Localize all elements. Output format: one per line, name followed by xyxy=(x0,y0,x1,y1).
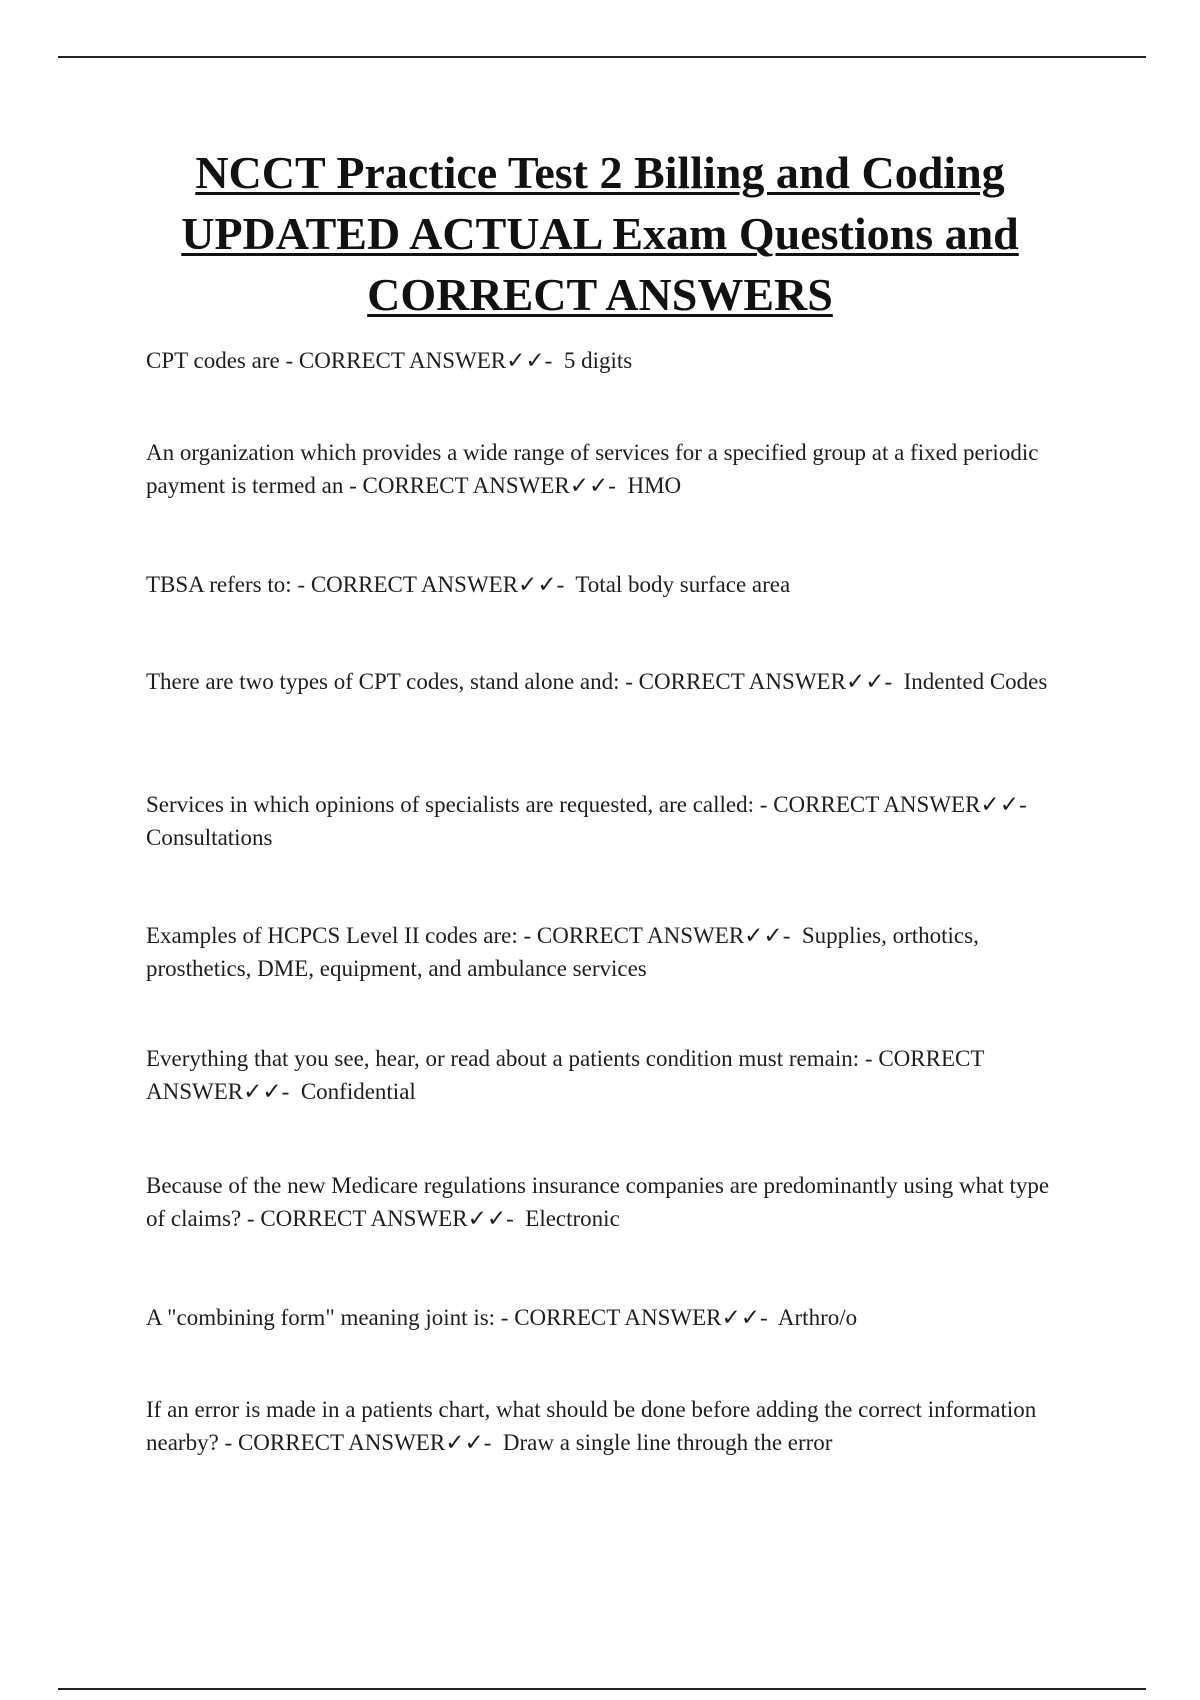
qa-item-9 xyxy=(146,1301,1066,1334)
answer-marker: CORRECT ANSWER✓✓- xyxy=(773,792,1027,817)
answer-marker: CORRECT ANSWER✓✓- xyxy=(536,923,791,948)
answer-text: Electronic xyxy=(525,1206,620,1231)
question-text: Examples of HCPCS Level II codes are: - xyxy=(146,923,537,948)
question-text: CPT codes are - xyxy=(146,348,299,373)
title-line-2: UPDATED ACTUAL Exam Questions and xyxy=(181,208,1019,259)
answer-text: HMO xyxy=(627,473,682,498)
qa-item-5 xyxy=(146,788,1066,854)
top-rule xyxy=(58,56,1146,58)
answer-marker: CORRECT ANSWER✓✓- xyxy=(514,1305,768,1330)
answer-text: Supplies, orthotics, prosthetics, DME, equipment, and ambulance services xyxy=(146,923,979,981)
answer-text: Confidential xyxy=(300,1079,416,1104)
bottom-rule xyxy=(58,1688,1146,1690)
qa-item-6 xyxy=(146,919,1066,985)
answer-text: Arthro/o xyxy=(777,1305,858,1330)
title-line-3: CORRECT ANSWERS xyxy=(367,269,833,320)
qa-item-4 xyxy=(146,665,1066,698)
question-text: There are two types of CPT codes, stand alone and: - xyxy=(146,669,639,694)
question-text: If an error is made in a patients chart, what should be done before adding the correct information nearby? - xyxy=(146,1397,1037,1455)
qa-item-10 xyxy=(146,1393,1066,1459)
answer-marker: CORRECT ANSWER✓✓- xyxy=(362,473,616,498)
answer-marker: CORRECT ANSWER✓✓- xyxy=(146,1046,984,1104)
answer-text: Indented Codes xyxy=(903,669,1048,694)
page-title xyxy=(100,142,1100,325)
question-text: An organization which provides a wide range of services for a specified group at a fixed periodic payment is termed an - xyxy=(146,440,1039,498)
answer-marker: CORRECT ANSWER✓✓- xyxy=(260,1206,514,1231)
question-text: Services in which opinions of specialists are requested, are called: - xyxy=(146,792,774,817)
answer-marker: CORRECT ANSWER✓✓- xyxy=(310,572,565,597)
question-text: A "combining form" meaning joint is: - xyxy=(146,1305,515,1330)
question-text: Because of the new Medicare regulations insurance companies are predominantly using what type of claims? - xyxy=(146,1173,1050,1231)
qa-item-1 xyxy=(146,344,1066,377)
qa-item-2 xyxy=(146,436,1066,502)
title-line-1: NCCT Practice Test 2 Billing and Coding xyxy=(195,147,1005,198)
question-text: TBSA refers to: - xyxy=(146,572,311,597)
answer-marker: CORRECT ANSWER✓✓- xyxy=(298,348,553,373)
qa-item-7 xyxy=(146,1042,1066,1108)
answer-text: Consultations xyxy=(146,825,273,850)
answer-text: Total body surface area xyxy=(575,572,791,597)
question-text: Everything that you see, hear, or read about a patients condition must remain: - xyxy=(146,1046,879,1071)
answer-marker: CORRECT ANSWER✓✓- xyxy=(237,1430,492,1455)
qa-item-8 xyxy=(146,1169,1066,1235)
answer-text: 5 digits xyxy=(563,348,633,373)
answer-text: Draw a single line through the error xyxy=(502,1430,833,1455)
qa-item-3 xyxy=(146,568,1066,601)
answer-marker: CORRECT ANSWER✓✓- xyxy=(638,669,893,694)
